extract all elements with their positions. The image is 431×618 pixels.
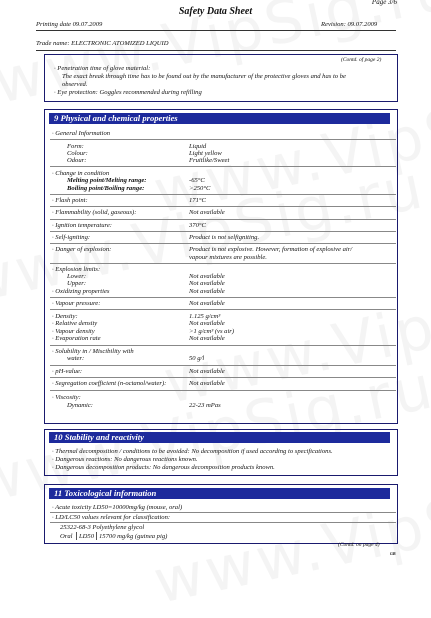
odour-label: Odour: — [67, 157, 87, 164]
divider — [50, 522, 396, 523]
form-label: Form: — [67, 143, 84, 150]
header-rule — [36, 30, 396, 31]
vapour-density-value: >1 g/cm³ (vs air) — [189, 328, 235, 335]
divider — [50, 297, 396, 298]
language-code: GB — [390, 551, 396, 556]
general-information: · General Information — [52, 130, 111, 137]
density-label: · Density: — [52, 313, 78, 320]
divider — [50, 390, 396, 391]
density-value: 1.125 g/cm³ — [189, 313, 221, 320]
upper-limit-label: Upper: — [67, 280, 87, 287]
eye-protection: · Eye protection: Goggles recommended during refilling — [54, 89, 202, 96]
ignition-label: · Ignition temperature: — [52, 222, 113, 229]
trade-rule — [36, 50, 396, 51]
viscosity-label: · Viscosity: — [52, 394, 81, 401]
page-number: Page 3/6 — [371, 0, 397, 6]
relative-density-value: Not available — [189, 320, 225, 327]
explosion-limits: · Explosion limits: — [52, 266, 101, 273]
colour-value: Light yellow — [189, 150, 222, 157]
cell-divider — [96, 532, 97, 540]
vapour-pressure-value: Not available — [189, 300, 225, 307]
form-value: Liquid — [189, 143, 207, 150]
route-oral: Oral — [60, 533, 73, 540]
divider — [50, 243, 396, 244]
divider — [50, 231, 396, 232]
upper-limit-value: Not available — [189, 280, 225, 287]
ld-lc50-values: · LD/LC50 values relevant for classification: — [52, 514, 171, 521]
flammability-label: · Flammability (solid, gaseous): — [52, 209, 137, 216]
divider — [50, 345, 396, 346]
divider — [50, 512, 396, 513]
ld50-label: LD50 — [79, 533, 95, 540]
self-igniting-value: Product is not selfigniting. — [189, 234, 260, 241]
segregation-label: · Segregation coefficient (n-octanol/water): — [52, 380, 167, 387]
relative-density-label: · Relative density — [52, 320, 98, 327]
explosion-danger-value: Product is not explosive. However, formation of explosive air/ — [189, 246, 353, 253]
evaporation-rate-value: Not available — [189, 335, 225, 342]
vapour-pressure-label: · Vapour pressure: — [52, 300, 101, 307]
substance-cas: 25322-68-3 Polyethylene glycol — [60, 524, 145, 531]
lower-limit-label: Lower: — [67, 273, 87, 280]
solubility-label: · Solubility in / Miscibility with — [52, 348, 134, 355]
divider — [50, 194, 396, 195]
cell-divider — [76, 532, 77, 540]
document-title: Safety Data Sheet — [178, 6, 253, 17]
divider — [50, 309, 396, 310]
divider — [50, 139, 396, 140]
explosion-danger-label: · Danger of explosion: — [52, 246, 112, 253]
self-igniting-label: · Self-igniting: — [52, 234, 91, 241]
flash-point-label: · Flash point: — [52, 197, 88, 204]
odour-value: Fruitlike/Sweet — [189, 157, 230, 164]
dangerous-reactions: · Dangerous reactions: No dangerous reactions known. — [52, 456, 198, 463]
ld50-dose: 15700 mg/kg (guinea pig) — [99, 533, 168, 540]
colour-label: Colour: — [67, 150, 88, 157]
ph-value: Not available — [189, 368, 225, 375]
lower-limit-value: Not available — [189, 273, 225, 280]
flash-point-value: 171°C — [189, 197, 206, 204]
ph-label: · pH-value: — [52, 368, 83, 375]
boiling-point-label: Boiling point/Boiling range: — [67, 185, 145, 192]
glove-penetration-label: · Penetration time of glove material: — [54, 65, 151, 72]
divider — [50, 219, 396, 220]
change-in-condition: · Change in condition — [52, 170, 110, 177]
oxidizing-label: · Oxidizing properties — [52, 288, 110, 295]
printing-date: Printing date 09.07.2009 — [36, 21, 103, 28]
divider — [50, 377, 396, 378]
divider — [50, 166, 396, 167]
solubility-value: 50 g/l — [189, 355, 205, 362]
melting-point-value: -65°C — [189, 177, 205, 184]
boiling-point-value: >250°C — [189, 185, 211, 192]
ignition-value: 370°C — [189, 222, 206, 229]
vapour-density-label: · Vapour density — [52, 328, 95, 335]
glove-text: The exact break through time has to be found out by the manufacturer of the protective gloves and has to be — [62, 73, 346, 80]
solubility-water-label: water: — [67, 355, 85, 362]
explosion-danger-value-cont: vapour mixtures are possible. — [189, 254, 267, 261]
decomposition-products: · Dangerous decomposition products: No dangerous decomposition products known. — [52, 464, 275, 471]
trade-name: Trade name: ELECTRONIC ATOMIZED LIQUID — [36, 40, 169, 47]
dynamic-label: Dynamic: — [67, 402, 93, 409]
section-11-heading: 11 Toxicological information — [49, 488, 390, 499]
acute-toxicity: · Acute toxicity LD50=10000mg/kg (mouse, oral) — [52, 504, 183, 511]
revision-date: Revision: 09.07.2009 — [321, 21, 378, 28]
divider — [50, 263, 396, 264]
continued-from: (Contd. of page 2) — [341, 57, 382, 63]
flammability-value: Not available — [189, 209, 225, 216]
divider — [50, 206, 396, 207]
evaporation-rate-label: · Evaporation rate — [52, 335, 101, 342]
continued-on: (Contd. on page 4) — [338, 542, 380, 548]
melting-point-label: Melting point/Melting range: — [67, 177, 147, 184]
section-9-heading: 9 Physical and chemical properties — [49, 113, 390, 124]
dynamic-value: 22-23 mPas — [189, 402, 221, 409]
divider — [50, 365, 396, 366]
thermal-decomposition: · Thermal decomposition / conditions to be avoided: No decomposition if used according to specifications. — [52, 448, 333, 455]
glove-text-cont: observed. — [62, 81, 88, 88]
section-10-heading: 10 Stability and reactivity — [49, 432, 390, 443]
oxidizing-value: Not available — [189, 288, 225, 295]
segregation-value: Not available — [189, 380, 225, 387]
